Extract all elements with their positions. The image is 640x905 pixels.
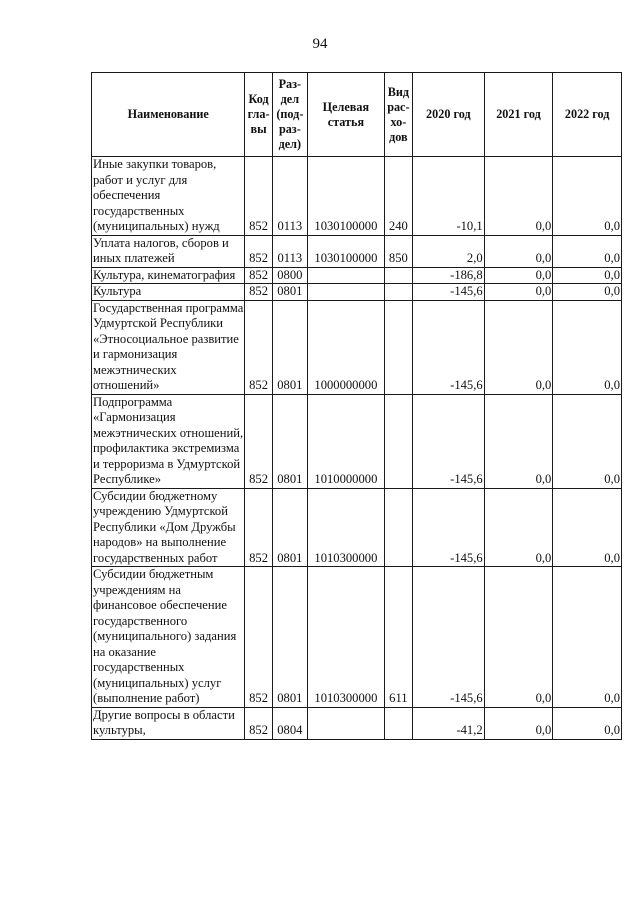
row-2020: -145,6 bbox=[413, 567, 485, 708]
row-chapter: 852 bbox=[245, 284, 272, 301]
row-name: Другие вопросы в области культуры, bbox=[92, 707, 245, 739]
row-chapter: 852 bbox=[245, 267, 272, 284]
row-chapter: 852 bbox=[245, 488, 272, 567]
header-chapter-code bbox=[245, 73, 272, 157]
row-2021: 0,0 bbox=[484, 300, 553, 394]
row-2021: 0,0 bbox=[484, 707, 553, 739]
row-target: 1010300000 bbox=[308, 488, 385, 567]
row-2020: -186,8 bbox=[413, 267, 485, 284]
row-2021: 0,0 bbox=[484, 284, 553, 301]
row-2020: -41,2 bbox=[413, 707, 485, 739]
row-expense bbox=[384, 267, 412, 284]
header-section-line: Раз- bbox=[278, 77, 302, 91]
row-expense: 850 bbox=[384, 235, 412, 267]
row-chapter: 852 bbox=[245, 235, 272, 267]
row-2021: 0,0 bbox=[484, 394, 553, 488]
row-expense bbox=[384, 707, 412, 739]
row-expense: 611 bbox=[384, 567, 412, 708]
row-expense bbox=[384, 488, 412, 567]
row-2020: -145,6 bbox=[413, 394, 485, 488]
row-chapter: 852 bbox=[245, 394, 272, 488]
row-target: 1010300000 bbox=[308, 567, 385, 708]
page-number: 94 bbox=[312, 36, 328, 52]
header-chapter-line: вы bbox=[250, 122, 267, 136]
header-target-article bbox=[308, 73, 385, 157]
row-2021: 0,0 bbox=[484, 235, 553, 267]
header-chapter-line: гла- bbox=[247, 107, 270, 121]
row-name: Иные закупки товаров, работ и услуг для обеспечения государственных (муниципальных) нужд bbox=[92, 157, 245, 236]
row-2021: 0,0 bbox=[484, 157, 553, 236]
table-row bbox=[92, 157, 622, 236]
row-target: 1010000000 bbox=[308, 394, 385, 488]
table-row bbox=[92, 267, 622, 284]
row-section: 0804 bbox=[272, 707, 307, 739]
row-chapter: 852 bbox=[245, 300, 272, 394]
row-2020: -145,6 bbox=[413, 300, 485, 394]
row-name: Культура, кинематография bbox=[92, 267, 245, 284]
row-section: 0801 bbox=[272, 567, 307, 708]
header-name: Наименование bbox=[92, 73, 245, 157]
header-section-line: (под- bbox=[276, 107, 304, 121]
row-expense bbox=[384, 284, 412, 301]
row-2022: 0,0 bbox=[553, 567, 622, 708]
table-row bbox=[92, 707, 622, 739]
row-section: 0113 bbox=[272, 157, 307, 236]
header-year-2021: 2021 год bbox=[484, 73, 553, 157]
row-section: 0801 bbox=[272, 488, 307, 567]
header-expense-line: хо- bbox=[390, 114, 407, 129]
row-section: 0113 bbox=[272, 235, 307, 267]
row-target: 1030100000 bbox=[308, 157, 385, 236]
row-2021: 0,0 bbox=[484, 488, 553, 567]
budget-table bbox=[91, 72, 622, 740]
header-year-2022: 2022 год bbox=[553, 73, 622, 157]
table-row bbox=[92, 567, 622, 708]
header-row bbox=[92, 73, 622, 157]
header-expense-line: дов bbox=[389, 129, 408, 144]
row-name: Субсидии бюджетным учреждениям на финансовое обеспечение государственного (муниципального) задания на оказание государственных (муниципальных) услуг (выполнение работ) bbox=[92, 567, 245, 708]
row-chapter: 852 bbox=[245, 567, 272, 708]
row-2020: -10,1 bbox=[413, 157, 485, 236]
row-target bbox=[308, 267, 385, 284]
row-2020: -145,6 bbox=[413, 488, 485, 567]
row-section: 0800 bbox=[272, 267, 307, 284]
header-target-line: статья bbox=[327, 114, 365, 129]
row-target bbox=[308, 707, 385, 739]
table-row bbox=[92, 394, 622, 488]
header-expense-line: Вид bbox=[387, 84, 410, 99]
row-section: 0801 bbox=[272, 394, 307, 488]
row-target: 1000000000 bbox=[308, 300, 385, 394]
row-2022: 0,0 bbox=[553, 235, 622, 267]
row-2021: 0,0 bbox=[484, 567, 553, 708]
table-header bbox=[92, 73, 622, 157]
header-expense-line: рас- bbox=[387, 99, 410, 114]
row-section: 0801 bbox=[272, 284, 307, 301]
row-chapter: 852 bbox=[245, 157, 272, 236]
header-section-line: дел bbox=[280, 92, 300, 106]
header-target-line: Целевая bbox=[322, 99, 370, 114]
header-year-2020: 2020 год bbox=[413, 73, 485, 157]
row-expense bbox=[384, 394, 412, 488]
row-name: Подпрограмма «Гармонизация межэтнических отношений, профилактика экстремизма и терроризма в Удмуртской Республике» bbox=[93, 394, 244, 486]
row-2020: 2,0 bbox=[413, 235, 485, 267]
header-chapter-line: Код bbox=[248, 92, 269, 106]
row-target bbox=[308, 284, 385, 301]
row-expense: 240 bbox=[384, 157, 412, 236]
row-name: Субсидии бюджетному учреждению Удмуртской Республики «Дом Дружбы народов» на выполнение государственных работ bbox=[92, 488, 245, 567]
header-section-line: дел) bbox=[278, 137, 302, 151]
row-2022: 0,0 bbox=[553, 157, 622, 236]
row-2022: 0,0 bbox=[553, 300, 622, 394]
row-name: Государственная программа Удмуртской Республики «Этносоциальное развитие и гармонизация межэтнических отношений» bbox=[93, 300, 244, 392]
table-row bbox=[92, 284, 622, 301]
row-chapter: 852 bbox=[245, 707, 272, 739]
table-body bbox=[92, 157, 622, 740]
row-2022: 0,0 bbox=[553, 267, 622, 284]
row-expense bbox=[384, 300, 412, 394]
table-row bbox=[92, 488, 622, 567]
table-row bbox=[92, 300, 622, 394]
row-target: 1030100000 bbox=[308, 235, 385, 267]
row-2022: 0,0 bbox=[553, 488, 622, 567]
header-section-line: раз- bbox=[278, 122, 301, 136]
row-2020: -145,6 bbox=[413, 284, 485, 301]
row-2022: 0,0 bbox=[553, 707, 622, 739]
header-expense-type bbox=[384, 73, 412, 157]
header-section bbox=[272, 73, 307, 157]
row-2022: 0,0 bbox=[553, 284, 622, 301]
row-2021: 0,0 bbox=[484, 267, 553, 284]
row-name: Уплата налогов, сборов и иных платежей bbox=[92, 235, 245, 267]
table-row bbox=[92, 235, 622, 267]
row-2022: 0,0 bbox=[553, 394, 622, 488]
row-section: 0801 bbox=[272, 300, 307, 394]
row-name: Культура bbox=[92, 284, 245, 301]
